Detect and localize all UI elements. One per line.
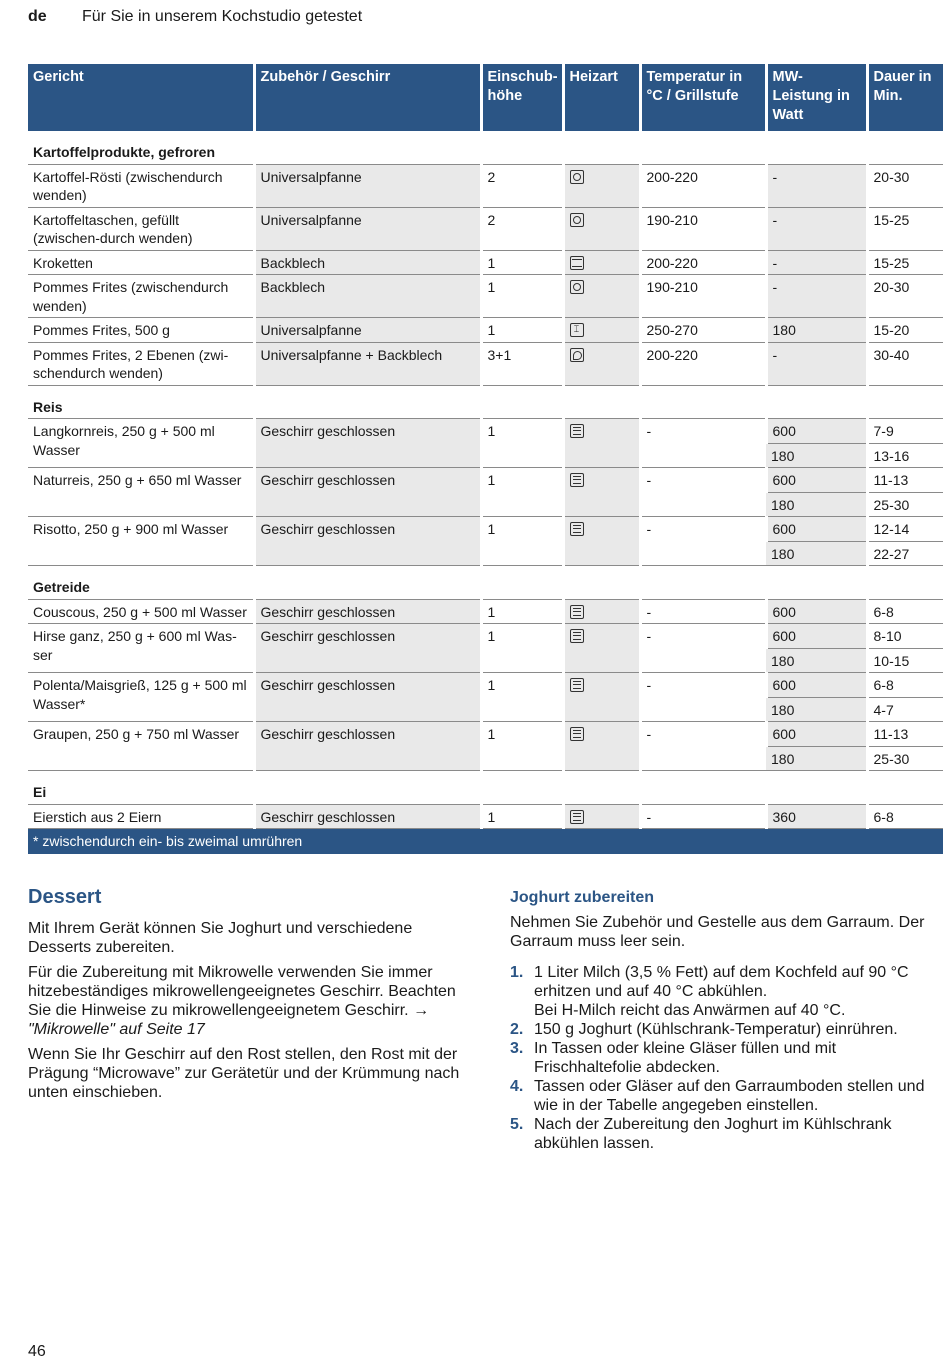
accessory-cell: Geschirr geschlossen — [254, 722, 481, 771]
accessory-cell: Universalpfanne — [254, 164, 481, 207]
dish-cell: Hirse ganz, 250 g + 600 ml Was-ser — [28, 624, 254, 673]
page-reference-link[interactable]: → "Mikrowelle" auf Seite 17 — [28, 1002, 430, 1038]
level-cell: 1 — [481, 673, 563, 722]
step-number: 2. — [510, 1021, 524, 1038]
dish-cell: Naturreis, 250 g + 650 ml Wasser — [28, 468, 254, 517]
microwave-icon — [570, 522, 584, 536]
accessory-cell: Geschirr geschlossen — [254, 468, 481, 517]
time-cell: 15-25 — [867, 250, 943, 275]
level-cell: 1 — [481, 599, 563, 624]
temp-cell: 190-210 — [640, 207, 766, 250]
mw-cell: 180 — [766, 492, 867, 517]
temp-cell: - — [640, 624, 766, 673]
mw-cell: 180 — [766, 541, 867, 566]
section-row — [28, 385, 943, 419]
dish-cell: Kartoffeltaschen, gefüllt (zwischen-durch wenden) — [28, 207, 254, 250]
header-title: Für Sie in unserem Kochstudio getestet — [82, 8, 363, 25]
level-cell: 2 — [481, 207, 563, 250]
table-row — [28, 722, 943, 747]
accessory-cell: Geschirr geschlossen — [254, 517, 481, 566]
mw-cell: - — [766, 275, 867, 318]
step-number: 1. — [510, 964, 524, 981]
temp-cell: - — [640, 722, 766, 771]
mw-cell: - — [766, 164, 867, 207]
table-row — [28, 250, 943, 275]
temp-cell: - — [640, 419, 766, 468]
column-header: Zubehör / Geschirr — [254, 64, 481, 131]
table-header-row — [28, 64, 943, 131]
grill-icon — [570, 323, 584, 337]
step-number: 3. — [510, 1040, 524, 1057]
table-row — [28, 342, 943, 385]
section-title: Reis — [28, 385, 943, 419]
accessory-cell: Geschirr geschlossen — [254, 599, 481, 624]
heat-cell — [563, 275, 640, 318]
time-cell: 6-8 — [867, 673, 943, 698]
time-cell: 25-30 — [867, 746, 943, 771]
mw-cell: - — [766, 207, 867, 250]
mw-cell: 600 — [766, 468, 867, 493]
column-header: Dauer in Min. — [867, 64, 943, 131]
mw-cell: 600 — [766, 419, 867, 444]
accessory-cell: Geschirr geschlossen — [254, 419, 481, 468]
temp-cell: 250-270 — [640, 318, 766, 343]
time-cell: 20-30 — [867, 164, 943, 207]
time-cell: 7-9 — [867, 419, 943, 444]
dessert-paragraph — [28, 963, 468, 1039]
temp-cell: - — [640, 468, 766, 517]
level-cell: 1 — [481, 318, 563, 343]
mw-cell: 180 — [766, 648, 867, 673]
time-cell: 15-20 — [867, 318, 943, 343]
section-title: Getreide — [28, 566, 943, 600]
column-header: Temperatur in °C / Grillstufe — [640, 64, 766, 131]
joghurt-intro: Nehmen Sie Zubehör und Gestelle aus dem Garraum. Der Garraum muss leer sein. — [510, 914, 925, 950]
level-cell: 1 — [481, 624, 563, 673]
mw-cell: 600 — [766, 673, 867, 698]
time-cell: 6-8 — [867, 599, 943, 624]
microwave-icon — [570, 605, 584, 619]
table-row — [28, 164, 943, 207]
fan-icon — [570, 170, 584, 184]
table-row — [28, 673, 943, 698]
page-number: 46 — [28, 1343, 46, 1360]
joghurt-heading: Joghurt zubereiten — [510, 889, 655, 906]
temp-cell: - — [640, 517, 766, 566]
step-text: 1 Liter Milch (3,5 % Fett) auf dem Kochfeld auf 90 °C erhitzen und auf 40 °C abkühlen. — [534, 964, 909, 1000]
page-header — [28, 8, 362, 26]
level-cell: 2 — [481, 164, 563, 207]
accessory-cell: Universalpfanne — [254, 207, 481, 250]
heat-cell — [563, 722, 640, 771]
step-text: Tassen oder Gläser auf den Garraumboden stellen und wie in der Tabelle angegeben einstellen. — [534, 1078, 925, 1114]
fan-icon — [570, 213, 584, 227]
joghurt-steps — [510, 963, 938, 1153]
section-row — [28, 566, 943, 600]
step-item — [510, 1020, 938, 1039]
section-row — [28, 131, 943, 164]
footnote: * zwischendurch ein- bis zweimal umrühren — [28, 829, 943, 854]
dessert-text: Für die Zubereitung mit Mikrowelle verwenden Sie immer hitzebeständiges mikrowellengeeignetes Geschirr. Beachten Sie die Hinweise zu mikrowellengeeignetem Geschirr. — [28, 964, 456, 1019]
dish-cell: Risotto, 250 g + 900 ml Wasser — [28, 517, 254, 566]
top-bottom-heat-icon — [570, 256, 584, 270]
dessert-column — [28, 888, 468, 1108]
temp-cell: 200-220 — [640, 342, 766, 385]
step-item — [510, 1115, 938, 1153]
heat-cell — [563, 468, 640, 517]
footnote-row — [28, 829, 943, 854]
level-cell: 1 — [481, 468, 563, 517]
dessert-heading: Dessert — [28, 886, 102, 908]
level-cell: 1 — [481, 419, 563, 468]
time-cell: 15-25 — [867, 207, 943, 250]
step-item — [510, 1039, 938, 1077]
accessory-cell: Universalpfanne — [254, 318, 481, 343]
level-cell: 1 — [481, 517, 563, 566]
language-tag: de — [28, 8, 47, 25]
mw-cell: 180 — [766, 746, 867, 771]
time-cell: 11-13 — [867, 468, 943, 493]
heat-cell — [563, 673, 640, 722]
time-cell: 10-15 — [867, 648, 943, 673]
mw-cell: 360 — [766, 804, 867, 829]
mw-cell: 600 — [766, 624, 867, 649]
temp-cell: - — [640, 673, 766, 722]
temp-cell: - — [640, 804, 766, 829]
level-cell: 1 — [481, 275, 563, 318]
time-cell: 6-8 — [867, 804, 943, 829]
dessert-paragraph: Mit Ihrem Gerät können Sie Joghurt und verschiedene Desserts zubereiten. — [28, 920, 413, 956]
time-cell: 25-30 — [867, 492, 943, 517]
accessory-cell: Universalpfanne + Backblech — [254, 342, 481, 385]
dish-cell: Polenta/Maisgrieß, 125 g + 500 ml Wasser* — [28, 673, 254, 722]
accessory-cell: Backblech — [254, 250, 481, 275]
dish-cell: Graupen, 250 g + 750 ml Wasser — [28, 722, 254, 771]
time-cell: 12-14 — [867, 517, 943, 542]
step-item — [510, 1077, 938, 1115]
microwave-icon — [570, 810, 584, 824]
dish-cell: Pommes Frites, 500 g — [28, 318, 254, 343]
mw-cell: 600 — [766, 517, 867, 542]
time-cell: 20-30 — [867, 275, 943, 318]
time-cell: 22-27 — [867, 541, 943, 566]
heat-cell — [563, 250, 640, 275]
accessory-cell: Backblech — [254, 275, 481, 318]
step-text: 150 g Joghurt (Kühlschrank-Temperatur) einrühren. — [534, 1021, 898, 1038]
time-cell: 30-40 — [867, 342, 943, 385]
dessert-paragraph: Wenn Sie Ihr Geschirr auf den Rost stellen, den Rost mit der Prägung “Microwave” zur Gerätetür und der Krümmung nach unten einschieben. — [28, 1046, 460, 1101]
section-title: Ei — [28, 771, 943, 805]
mw-cell: 600 — [766, 722, 867, 747]
column-header: Heizart — [563, 64, 640, 131]
level-cell: 1 — [481, 722, 563, 771]
accessory-cell: Geschirr geschlossen — [254, 804, 481, 829]
temp-cell: 200-220 — [640, 164, 766, 207]
level-cell: 3+1 — [481, 342, 563, 385]
mw-cell: - — [766, 342, 867, 385]
heat-cell — [563, 342, 640, 385]
cooking-table — [28, 64, 943, 854]
step-text: Nach der Zubereitung den Joghurt im Kühlschrank abkühlen lassen. — [534, 1116, 892, 1152]
dish-cell: Pommes Frites (zwischendurch wenden) — [28, 275, 254, 318]
level-cell: 1 — [481, 804, 563, 829]
microwave-icon — [570, 678, 584, 692]
table-row — [28, 419, 943, 444]
accessory-cell: Geschirr geschlossen — [254, 624, 481, 673]
table-row — [28, 275, 943, 318]
dish-cell: Kroketten — [28, 250, 254, 275]
section-title: Kartoffelprodukte, gefroren — [28, 131, 943, 164]
dish-cell: Eierstich aus 2 Eiern — [28, 804, 254, 829]
temp-cell: 190-210 — [640, 275, 766, 318]
time-cell: 11-13 — [867, 722, 943, 747]
time-cell: 4-7 — [867, 697, 943, 722]
time-cell: 8-10 — [867, 624, 943, 649]
heat-cell — [563, 624, 640, 673]
step-number: 5. — [510, 1116, 524, 1133]
microwave-icon — [570, 424, 584, 438]
joghurt-column — [510, 888, 938, 1153]
mw-cell: 600 — [766, 599, 867, 624]
dish-cell: Langkornreis, 250 g + 500 ml Wasser — [28, 419, 254, 468]
fan-icon — [570, 280, 584, 294]
table-row — [28, 804, 943, 829]
level-cell: 1 — [481, 250, 563, 275]
table-row — [28, 624, 943, 649]
eco-fan-icon — [570, 348, 584, 362]
table-row — [28, 207, 943, 250]
accessory-cell: Geschirr geschlossen — [254, 673, 481, 722]
mw-cell: - — [766, 250, 867, 275]
step-item — [510, 963, 938, 1020]
heat-cell — [563, 419, 640, 468]
step-note: Bei H-Milch reicht das Anwärmen auf 40 °C. — [534, 1002, 846, 1019]
column-header: MW-Leistung in Watt — [766, 64, 867, 131]
microwave-icon — [570, 629, 584, 643]
step-number: 4. — [510, 1078, 524, 1095]
mw-cell: 180 — [766, 318, 867, 343]
table-row — [28, 468, 943, 493]
mw-cell: 180 — [766, 443, 867, 468]
heat-cell — [563, 517, 640, 566]
temp-cell: 200-220 — [640, 250, 766, 275]
table-row — [28, 599, 943, 624]
table-row — [28, 318, 943, 343]
step-text: In Tassen oder kleine Gläser füllen und mit Frischhaltefolie abdecken. — [534, 1040, 837, 1076]
dish-cell: Pommes Frites, 2 Ebenen (zwi-schendurch wenden) — [28, 342, 254, 385]
time-cell: 13-16 — [867, 443, 943, 468]
temp-cell: - — [640, 599, 766, 624]
table-row — [28, 517, 943, 542]
heat-cell — [563, 318, 640, 343]
column-header: Einschub-höhe — [481, 64, 563, 131]
heat-cell — [563, 164, 640, 207]
column-header: Gericht — [28, 64, 254, 131]
dish-cell: Kartoffel-Rösti (zwischendurch wenden) — [28, 164, 254, 207]
dish-cell: Couscous, 250 g + 500 ml Wasser — [28, 599, 254, 624]
heat-cell — [563, 599, 640, 624]
microwave-icon — [570, 727, 584, 741]
heat-cell — [563, 207, 640, 250]
mw-cell: 180 — [766, 697, 867, 722]
section-row — [28, 771, 943, 805]
heat-cell — [563, 804, 640, 829]
microwave-icon — [570, 473, 584, 487]
